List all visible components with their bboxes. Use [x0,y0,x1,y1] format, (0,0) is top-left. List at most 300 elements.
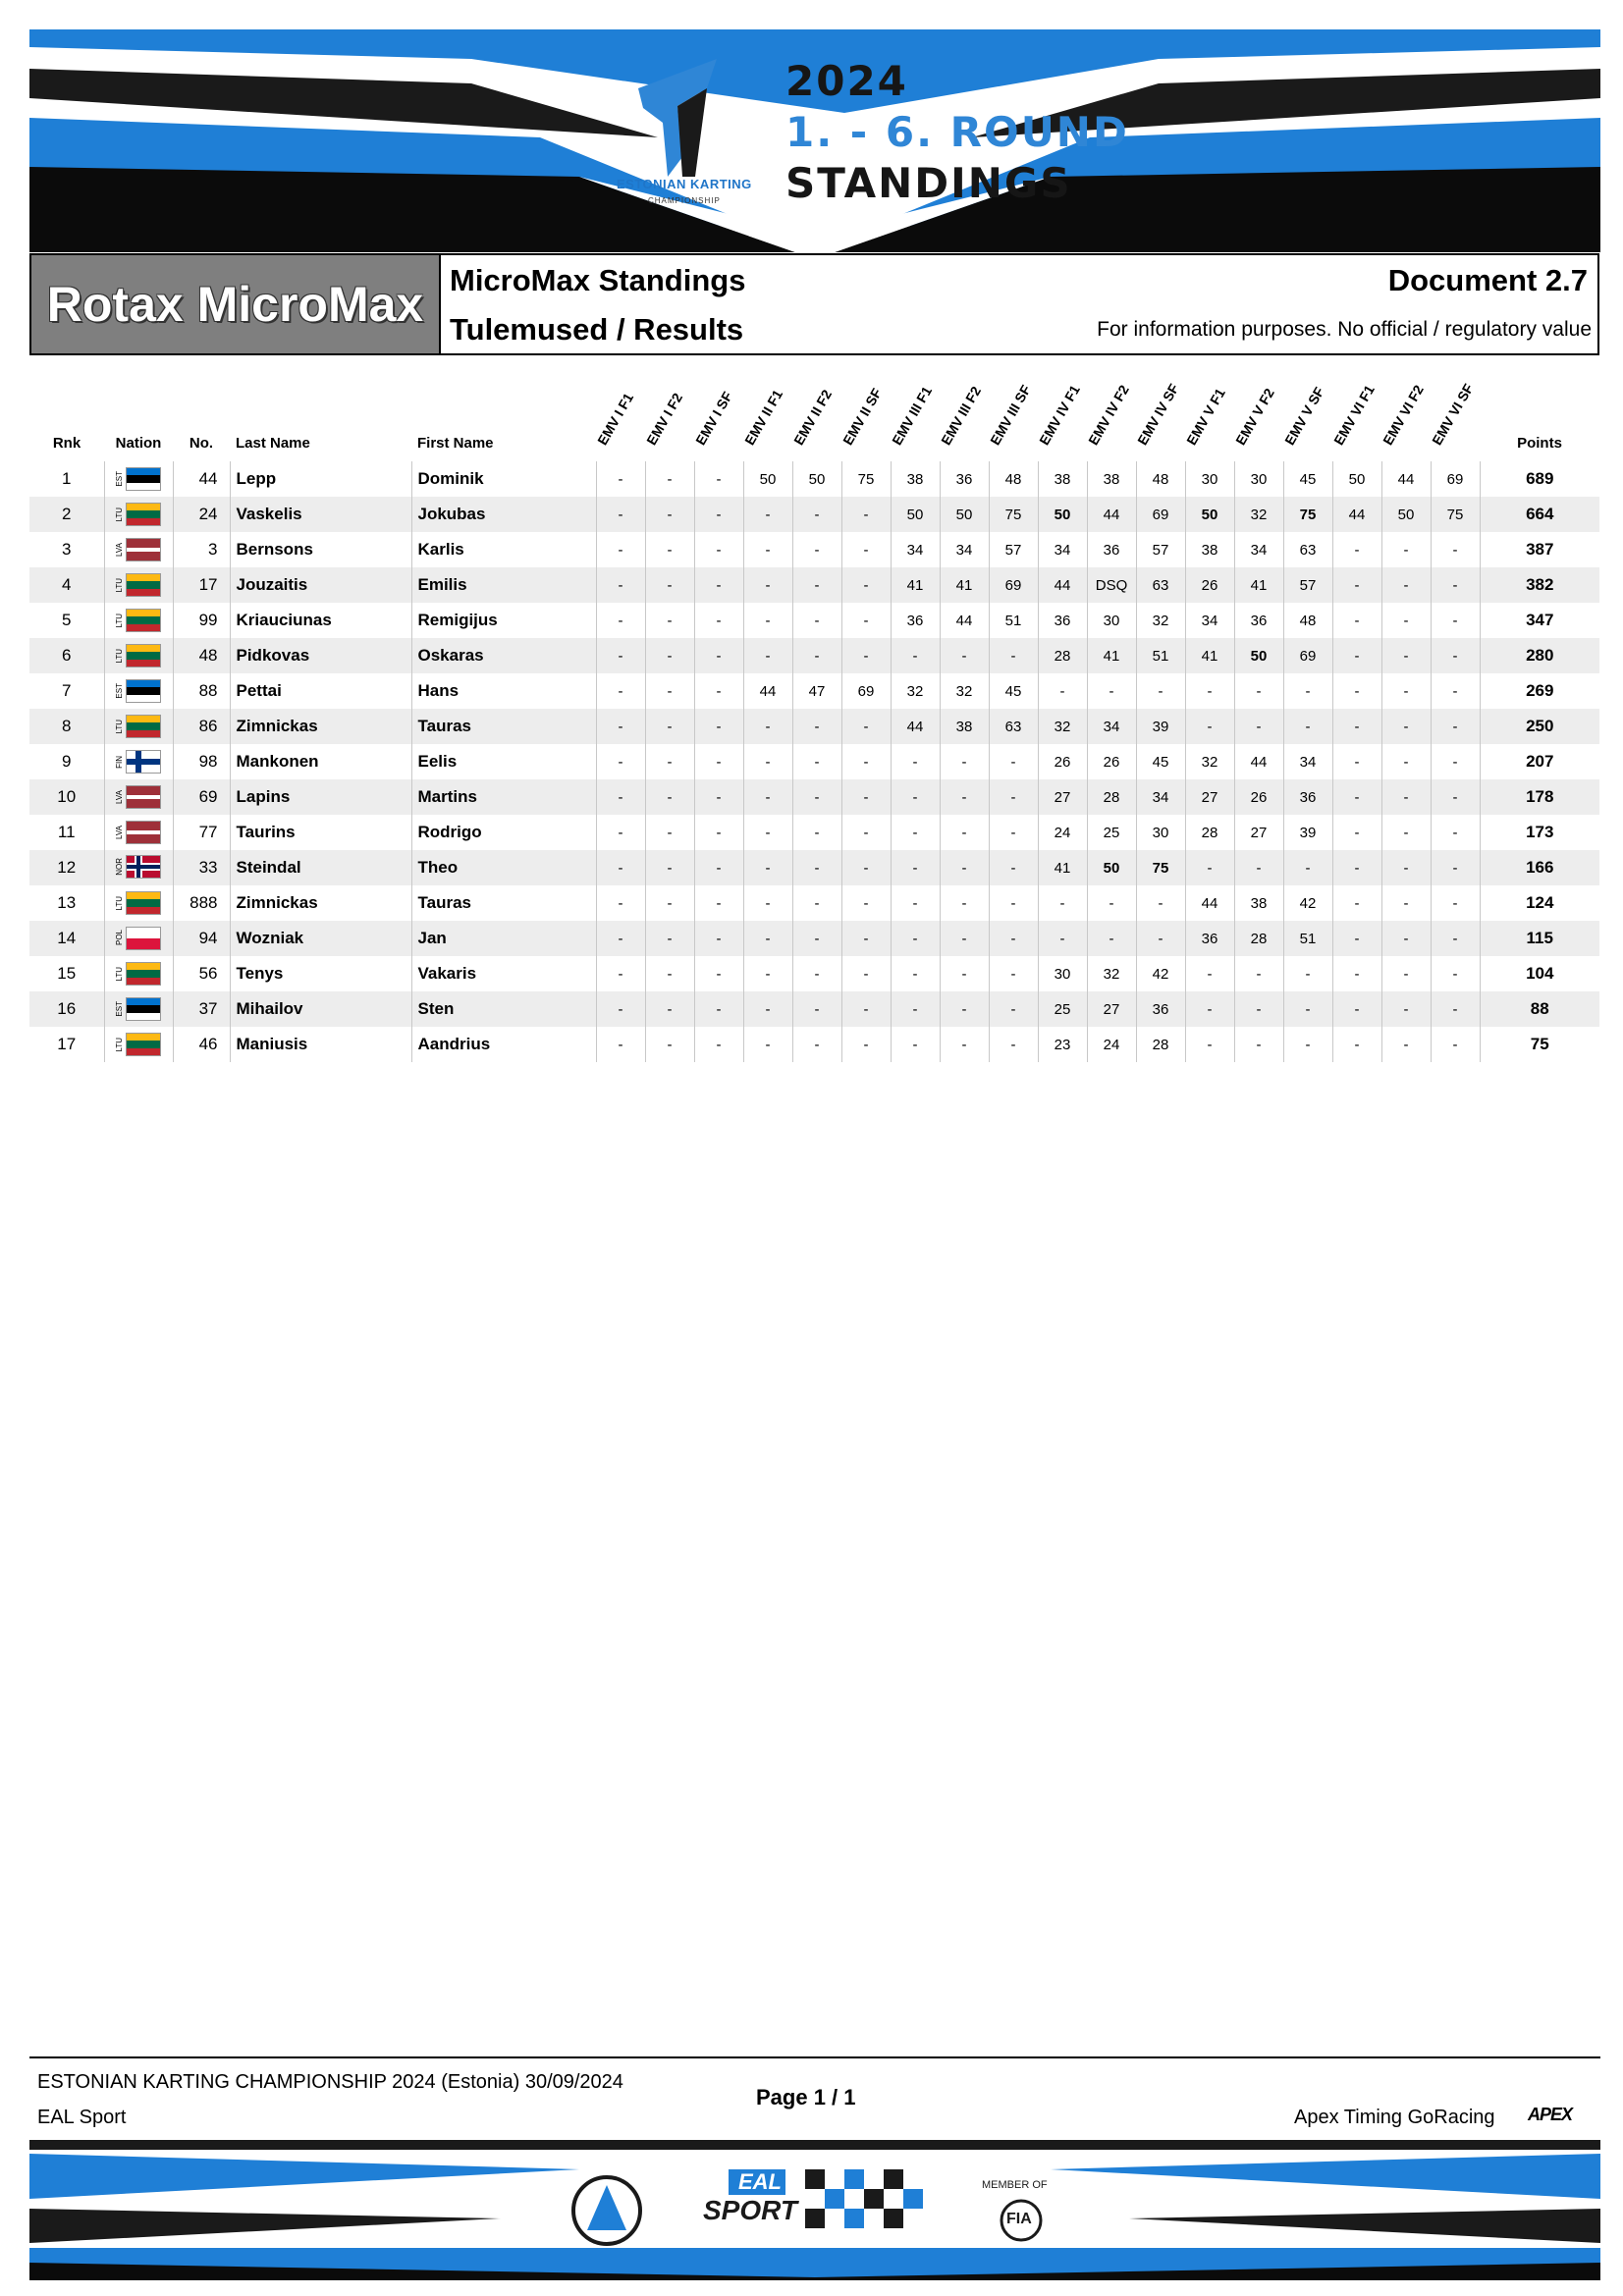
nation-flag [116,891,161,915]
cell-result: - [1381,885,1431,921]
header-race [1234,365,1283,461]
cell-result: - [940,921,989,956]
cell-result: - [743,744,792,779]
cell-result: - [743,603,792,638]
cell-result: 44 [940,603,989,638]
cell-result: - [1283,850,1332,885]
cell-rank: 10 [29,779,104,815]
cell-result: 39 [1136,709,1185,744]
cell-result: 36 [1038,603,1087,638]
nation-flag [116,785,161,809]
cell-result: - [1087,673,1136,709]
cell-result: - [743,815,792,850]
cell-result: - [743,921,792,956]
cell-result: 26 [1234,779,1283,815]
cell-result: - [841,638,891,673]
cell-rank: 15 [57,964,77,983]
cell-result: 48 [1283,603,1332,638]
cell-result: 34 [1185,603,1234,638]
header-points: Points [1517,435,1562,452]
cell-first-name: Martins [411,779,596,815]
cell-result: - [1431,1027,1480,1062]
cell-result: - [841,744,891,779]
cell-result: - [792,603,841,638]
cell-first-name: Tauras [411,709,596,744]
cell-last-name: Vaskelis [230,497,411,532]
nation-code: LTU [115,719,124,734]
cell-result: - [1431,956,1480,991]
cell-number: 37 [173,991,230,1027]
category-name: Rotax MicroMax [46,277,424,332]
cell-result: 48 [1136,461,1185,497]
race-label: EMV II SF [839,385,885,448]
cell-result: 75 [1431,497,1480,532]
footer-divider [29,2056,1600,2058]
cell-result: 26 [1087,744,1136,779]
cell-result: 50 [1185,497,1234,532]
cell-result: 57 [1283,567,1332,603]
cell-result: 39 [1283,815,1332,850]
cell-result: 24 [1038,815,1087,850]
cell-nation [104,461,173,497]
cell-result: 27 [1234,815,1283,850]
nation-code: LTU [115,613,124,628]
cell-nation [104,673,173,709]
cell-result: - [940,885,989,921]
cell-result: - [989,815,1038,850]
table-header-row [29,365,1599,461]
cell-result: - [1332,885,1381,921]
table-row [29,567,1599,603]
flag-ltu-icon [126,573,161,597]
flag-nor-icon [126,855,161,879]
cell-result: 38 [1038,461,1087,497]
cell-nation [104,1027,173,1062]
cell-result: 38 [940,709,989,744]
cell-result: - [989,921,1038,956]
cell-result: 51 [1283,921,1332,956]
cell-number: 48 [173,638,230,673]
cell-result: 75 [1283,497,1332,532]
document-title: MicroMax Standings [450,263,746,297]
cell-result: 30 [1136,815,1185,850]
cell-result: - [645,709,694,744]
flag-est-icon [126,467,161,491]
cell-result: - [645,850,694,885]
cell-nation [104,885,173,921]
cell-result: 41 [1185,638,1234,673]
cell-points: 104 [1480,956,1599,991]
header-rank: Rnk [52,435,81,452]
cell-points: 88 [1480,991,1599,1027]
cell-result: 44 [1087,497,1136,532]
cell-result: 41 [1038,850,1087,885]
cell-result: 34 [891,532,940,567]
cell-last-name: Lepp [230,461,411,497]
cell-result: - [596,673,645,709]
cell-rank: 8 [29,709,104,744]
cell-result: 57 [1136,532,1185,567]
cell-first-name: Oskaras [411,638,596,673]
table-row [29,1027,1599,1062]
cell-result: 69 [1136,497,1185,532]
cell-result: 41 [1234,567,1283,603]
banner-round: 1. - 6. ROUND [785,108,1129,156]
cell-result: 28 [1038,638,1087,673]
cell-result: - [792,638,841,673]
nation-flag [116,609,161,632]
header-last-name: Last Name [236,435,310,452]
nation-flag [116,1033,161,1056]
cell-result: - [694,638,743,673]
cell-result: - [645,673,694,709]
cell-first-name: Theo [411,850,596,885]
cell-result: - [694,815,743,850]
cell-result: 75 [1136,850,1185,885]
cell-result: 44 [1381,461,1431,497]
cell-result: - [743,567,792,603]
cell-result: 51 [989,603,1038,638]
cell-result: 41 [1087,638,1136,673]
nation-code: LVA [115,543,124,557]
cell-result: - [1332,815,1381,850]
nation-flag [116,467,161,491]
cell-result: - [891,956,940,991]
cell-result: - [694,603,743,638]
cell-result: 63 [1136,567,1185,603]
header-race [1332,365,1381,461]
cell-nation [104,815,173,850]
cell-result: - [596,956,645,991]
cell-result: 38 [1087,461,1136,497]
cell-result: - [1332,603,1381,638]
header-race [1381,365,1431,461]
standings-table [29,365,1599,1062]
cell-result: - [596,850,645,885]
cell-result: 30 [1234,461,1283,497]
cell-result: 36 [1234,603,1283,638]
cell-result: - [792,921,841,956]
cell-result: - [694,673,743,709]
cell-result: 24 [1087,1027,1136,1062]
cell-result: 45 [989,673,1038,709]
cell-rank: 16 [29,991,104,1027]
cell-rank: 12 [29,850,104,885]
cell-nation [104,921,173,956]
cell-result: - [1431,991,1480,1027]
cell-result: - [940,850,989,885]
cell-number: 94 [173,921,230,956]
logo-subtext: CHAMPIONSHIP [648,196,721,205]
header-race [743,365,792,461]
cell-result: - [940,991,989,1027]
cell-rank: 6 [29,638,104,673]
cell-result: - [1381,1027,1431,1062]
cell-rank: 3 [62,540,72,559]
cell-result: - [891,991,940,1027]
bottom-banner-graphic [29,2140,1600,2280]
cell-result: - [1332,956,1381,991]
cell-first-name: Aandrius [411,1027,596,1062]
cell-result: - [1332,1027,1381,1062]
race-label: EMV IV F2 [1085,382,1132,448]
cell-result: - [596,991,645,1027]
cell-rank: 13 [57,893,77,912]
cell-result: - [1332,532,1381,567]
cell-result: 25 [1087,815,1136,850]
flag-est-icon [126,679,161,703]
cell-result: - [1381,850,1431,885]
cell-result: 38 [891,461,940,497]
cell-result: - [645,461,694,497]
cell-result: 50 [1038,497,1087,532]
nation-code: LTU [115,895,124,911]
cell-result: - [694,956,743,991]
cell-result: - [1038,885,1087,921]
nation-code: LTU [115,966,124,982]
cell-nation [104,779,173,815]
cell-points: 75 [1480,1027,1599,1062]
cell-result: - [940,1027,989,1062]
cell-result: - [841,709,891,744]
cell-result: - [1185,850,1234,885]
cell-last-name: Lapins [230,779,411,815]
cell-result: - [940,956,989,991]
cell-result: - [596,744,645,779]
cell-last-name: Tenys [230,956,411,991]
nation-code: EST [115,1000,124,1017]
cell-result: 32 [891,673,940,709]
cell-points: 347 [1480,603,1599,638]
cell-result: - [1431,709,1480,744]
cell-number: 86 [173,709,230,744]
cell-result: - [1283,956,1332,991]
category-box [31,255,441,353]
cell-points: 280 [1480,638,1599,673]
cell-first-name: Hans [411,673,596,709]
table-row [29,779,1599,815]
cell-points: 689 [1480,461,1599,497]
table-row [29,956,1599,991]
cell-result: - [694,921,743,956]
race-label: EMV V SF [1281,384,1327,448]
page-number: Page 1 / 1 [756,2085,856,2109]
cell-first-name: Eelis [411,744,596,779]
banner-year: 2024 [785,57,908,105]
race-label: EMV V F2 [1232,385,1277,448]
cell-rank: 7 [62,681,72,700]
cell-result: - [1381,673,1431,709]
nation-flag [116,503,161,526]
cell-result: 41 [940,567,989,603]
cell-first-name: Dominik [411,461,596,497]
cell-result: - [792,956,841,991]
document-number: Document 2.7 [1387,263,1588,297]
cell-nation [104,603,173,638]
cell-result: 36 [1283,779,1332,815]
cell-result: - [1381,779,1431,815]
cell-result: - [1332,567,1381,603]
cell-result: - [940,744,989,779]
cell-points: 250 [1480,709,1599,744]
cell-rank: 14 [29,921,104,956]
cell-result: - [1431,603,1480,638]
cell-number: 46 [173,1027,230,1062]
cell-result: - [1185,991,1234,1027]
cell-result: - [1185,673,1234,709]
cell-result: 36 [1087,532,1136,567]
cell-result: - [645,1027,694,1062]
cell-result: 26 [1038,744,1087,779]
cell-points: 382 [1480,567,1599,603]
cell-nation [104,638,173,673]
cell-result: - [891,779,940,815]
cell-result: - [596,532,645,567]
cell-result: 28 [1185,815,1234,850]
cell-result: - [694,850,743,885]
cell-result: 34 [1283,744,1332,779]
cell-points: 664 [1480,497,1599,532]
cell-result: - [596,885,645,921]
cell-result: - [1332,638,1381,673]
table-row [29,815,1599,850]
cell-result: - [792,744,841,779]
cell-result: - [841,850,891,885]
cell-result: - [1381,532,1431,567]
cell-result: - [841,497,891,532]
cell-result: - [792,709,841,744]
flag-ltu-icon [126,644,161,667]
cell-result: 50 [743,461,792,497]
cell-result: - [1431,921,1480,956]
table-row [29,709,1599,744]
cell-last-name: Pettai [230,673,411,709]
cell-result: - [1431,885,1480,921]
footer-organizer: EAL Sport [37,2107,127,2128]
flag-ltu-icon [126,715,161,738]
race-label: EMV I F1 [594,390,637,448]
cell-result: - [1038,673,1087,709]
cell-result: - [1381,744,1431,779]
cell-result: - [1234,709,1283,744]
cell-result: 44 [1038,567,1087,603]
cell-result: 57 [989,532,1038,567]
cell-points: 115 [1480,921,1599,956]
cell-result: 27 [1038,779,1087,815]
nation-code: LVA [115,826,124,839]
cell-result: - [841,532,891,567]
cell-last-name: Maniusis [230,1027,411,1062]
cell-result: 26 [1185,567,1234,603]
flag-ltu-icon [126,503,161,526]
cell-number: 44 [173,461,230,497]
cell-result: - [1381,567,1431,603]
cell-points: 178 [1480,779,1599,815]
cell-first-name: Sten [411,991,596,1027]
cell-number: 88 [173,673,230,709]
cell-result: - [1332,921,1381,956]
nation-flag [116,715,161,738]
cell-result: - [1234,1027,1283,1062]
race-label: EMV VI F2 [1380,382,1427,448]
cell-number: 56 [173,956,230,991]
header-number: No. [189,435,214,452]
cell-result: - [743,709,792,744]
cell-points: 387 [1480,532,1599,567]
timing-provider: Apex Timing GoRacing [1294,2107,1495,2128]
cell-result: - [841,815,891,850]
cell-result: - [645,885,694,921]
cell-result: 28 [1087,779,1136,815]
cell-result: 32 [1136,603,1185,638]
table-row [29,638,1599,673]
cell-result: 34 [940,532,989,567]
cell-number: 99 [173,603,230,638]
cell-result: - [792,885,841,921]
cell-result: 30 [1087,603,1136,638]
cell-last-name: Wozniak [230,921,411,956]
cell-result: - [841,956,891,991]
nation-flag [116,997,161,1021]
nation-code: LTU [115,577,124,593]
flag-ltu-icon [126,962,161,986]
document-note: For information purposes. No official / regulatory value [1097,318,1592,341]
cell-result: - [940,779,989,815]
cell-result: - [792,532,841,567]
cell-result: - [1381,638,1431,673]
cell-rank: 9 [62,752,72,771]
nation-flag [116,821,161,844]
header-nation: Nation [115,435,162,452]
cell-result: 75 [989,497,1038,532]
cell-result: - [841,885,891,921]
cell-result: - [841,921,891,956]
cell-result: 50 [792,461,841,497]
cell-result: - [645,744,694,779]
cell-result: 34 [1087,709,1136,744]
race-label: EMV III F2 [938,383,985,448]
cell-result: - [1381,709,1431,744]
cell-result: - [694,991,743,1027]
flag-est-icon [126,997,161,1021]
nation-code: FIN [115,755,124,769]
cell-result: - [891,815,940,850]
cell-first-name: Remigijus [411,603,596,638]
top-banner [29,29,1600,252]
cell-result: - [645,567,694,603]
cell-number: 33 [173,850,230,885]
header-race [891,365,940,461]
cell-result: 50 [940,497,989,532]
race-label: EMV III SF [987,382,1034,448]
cell-result: 28 [1234,921,1283,956]
cell-points: 124 [1480,885,1599,921]
race-label: EMV IV F1 [1036,382,1083,448]
cell-result: 45 [1136,744,1185,779]
cell-first-name: Jokubas [411,497,596,532]
header-race [1038,365,1087,461]
cell-result: - [1381,991,1431,1027]
race-label: EMV I SF [692,389,735,448]
cell-result: - [792,497,841,532]
cell-number: 888 [173,885,230,921]
member-of-text: MEMBER OF [982,2179,1048,2191]
cell-result: - [743,885,792,921]
cell-result: - [743,1027,792,1062]
cell-result: - [645,815,694,850]
cell-result: - [1381,921,1431,956]
cell-result: - [891,885,940,921]
